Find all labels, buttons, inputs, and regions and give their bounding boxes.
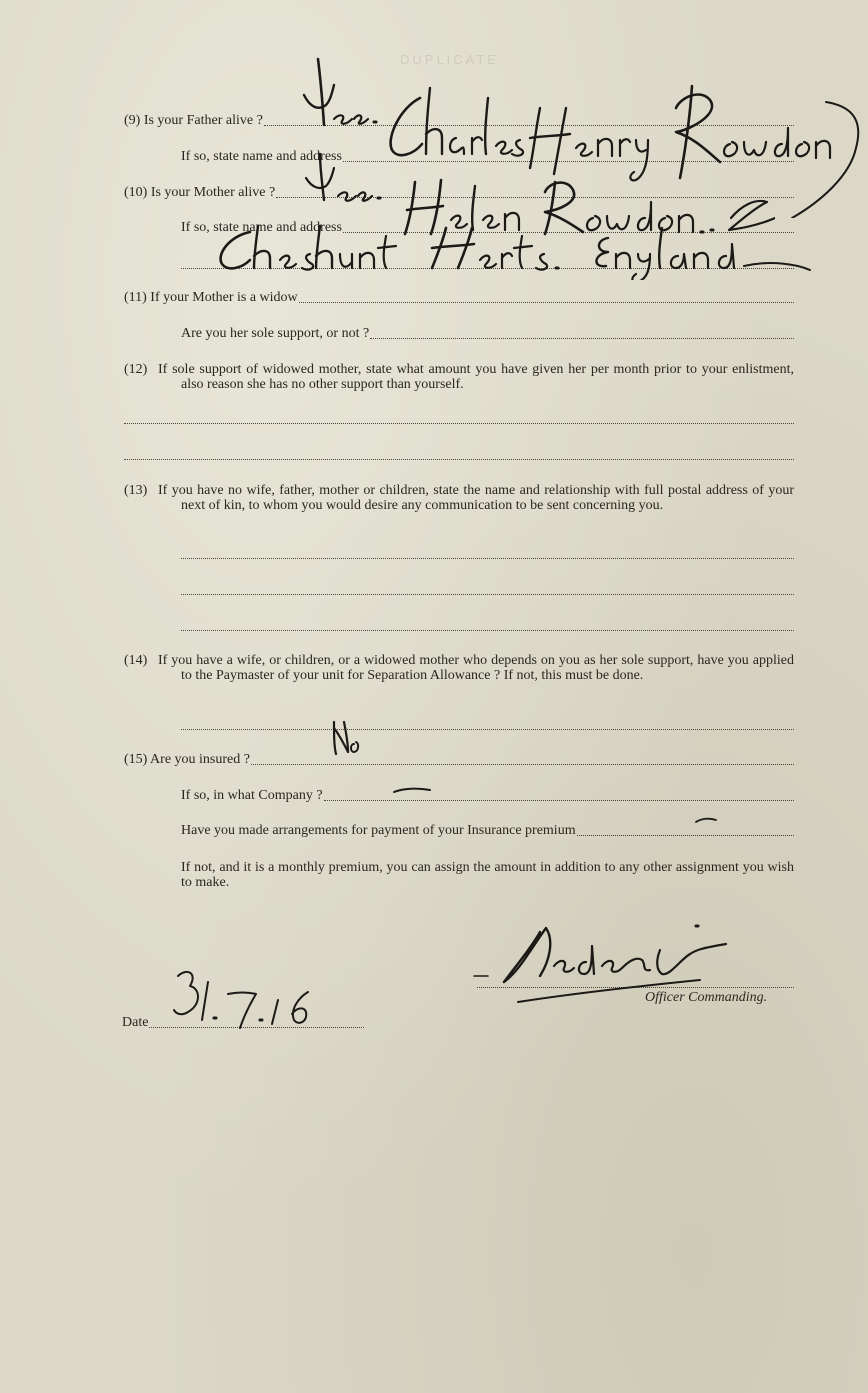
q11-label: (11) If your Mother is a widow [124, 290, 298, 305]
q9-answer-line[interactable] [264, 124, 794, 126]
q13-answer-line-3[interactable] [181, 629, 794, 631]
q15-company-line[interactable] [324, 799, 794, 801]
q14-answer-line[interactable] [181, 728, 794, 730]
q9-label: (9) Is your Father alive ? [124, 113, 263, 128]
q11-sub-label: Are you her sole support, or not ? [181, 326, 370, 341]
q15-note [181, 860, 794, 890]
q13-answer-line-1[interactable] [181, 557, 794, 559]
q12-text: If sole support of widowed mother, state what amount you have given her per month prior to your enlistment, also reason she has no other support than yourself. [158, 362, 794, 392]
q10-name-line[interactable] [343, 231, 794, 233]
q9-sub-label: If so, state name and address [181, 149, 342, 164]
q15-premium-label: Have you made arrangements for payment of your Insurance premium [181, 823, 576, 838]
q15-company-row [181, 787, 794, 805]
q13-answer-line-2[interactable] [181, 593, 794, 595]
q9-sub-row [181, 148, 794, 166]
date-row [122, 1014, 364, 1032]
q10-label: (10) Is your Mother alive ? [124, 185, 276, 200]
q14-number: (14) [124, 653, 148, 668]
q15-label: (15) Are you insured ? [124, 752, 250, 767]
q14-paragraph [124, 653, 794, 683]
q12-paragraph [124, 362, 794, 392]
q12-answer-line-1[interactable] [124, 422, 794, 424]
q12-number: (12) [124, 362, 148, 377]
q10-sub-row [181, 219, 794, 237]
q11-answer-line[interactable] [299, 301, 794, 303]
q13-text: If you have no wife, father, mother or children, state the name and relationship with full postal address of your next of kin, to whom you would desire any communication to be sent concerning you. [158, 483, 794, 513]
q11-row [124, 289, 794, 307]
q12-answer-line-2[interactable] [124, 458, 794, 460]
q15-premium-row [181, 822, 794, 840]
q15-premium-line[interactable] [577, 834, 794, 836]
q10-answer-line[interactable] [276, 196, 794, 198]
q11-sub-row [181, 325, 794, 343]
q15-row [124, 751, 794, 769]
q10-address-line[interactable] [181, 267, 794, 269]
q9-name-line[interactable] [343, 160, 794, 162]
q11-support-line[interactable] [370, 337, 794, 339]
q15-note-text: If not, and it is a monthly premium, you can assign the amount in addition to any other assignment you wish to make. [181, 860, 794, 890]
date-line[interactable] [149, 1026, 364, 1028]
q13-number: (13) [124, 483, 148, 498]
q10-row [124, 184, 794, 202]
q15-answer-line[interactable] [251, 763, 794, 765]
q13-paragraph [124, 483, 794, 513]
q15-company-label: If so, in what Company ? [181, 788, 323, 803]
officer-commanding-label: Officer Commanding. [645, 990, 768, 1005]
signature-line[interactable] [477, 986, 794, 988]
q9-row [124, 112, 794, 130]
q14-text: If you have a wife, or children, or a widowed mother who depends on you as her sole support, have you applied to the Paymaster of your unit for Separation Allowance ? If not, this must be done. [158, 653, 794, 683]
date-label: Date [122, 1015, 149, 1030]
duplicate-stamp-faded: DUPLICATE [400, 52, 499, 67]
q10-sub-label: If so, state name and address [181, 220, 342, 235]
